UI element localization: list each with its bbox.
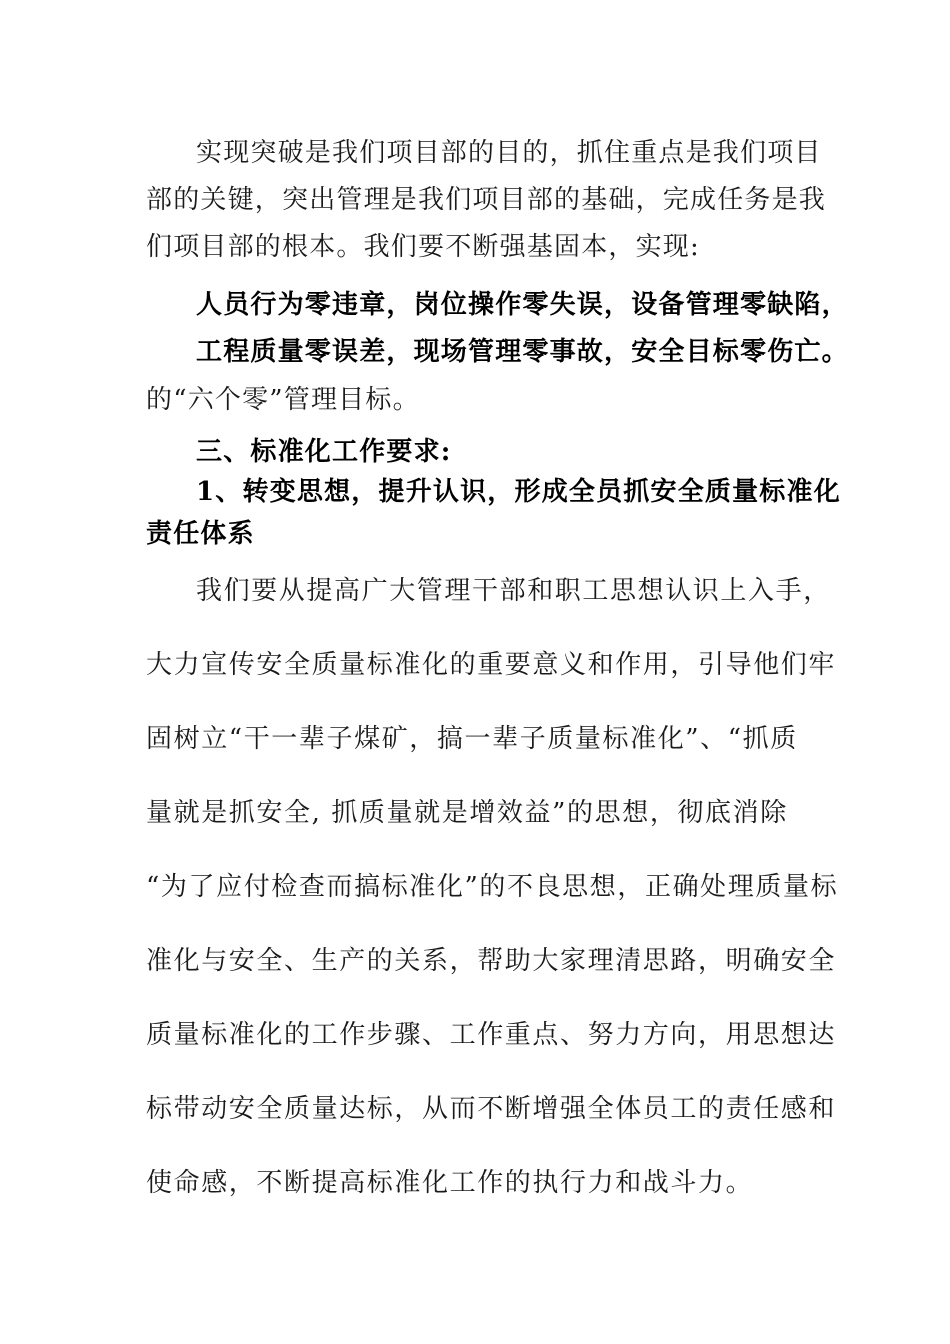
body-line-2: 大力宣传安全质量标准化的重要意义和作用，引导他们牢	[146, 650, 837, 680]
subsection-heading-line-2: 责任体系	[146, 519, 255, 549]
body-line-7: 质量标准化的工作步骤、工作重点、努力方向，用思想达	[146, 1020, 837, 1050]
body-line-4: 量就是抓安全, 抓质量就是增效益”的思想，彻底消除	[146, 798, 788, 828]
goal-summary: 的“六个零”管理目标。	[146, 385, 420, 415]
body-line-9: 使命感，不断提高标准化工作的执行力和战斗力。	[146, 1168, 754, 1198]
goals-line-1: 人员行为零违章，岗位操作零失误，设备管理零缺陷，	[196, 290, 849, 320]
body-line-6: 准化与安全、生产的关系，帮助大家理清思路，明确安全	[146, 946, 837, 976]
intro-line-1: 实现突破是我们项目部的目的，抓住重点是我们项目	[196, 138, 822, 168]
subsection-heading-line-1: 1、转变思想，提升认识，形成全员抓安全质量标准化	[196, 477, 841, 507]
body-line-3: 固树立“干一辈子煤矿，搞一辈子质量标准化”、“抓质	[146, 724, 798, 754]
intro-line-2: 部的关键，突出管理是我们项目部的基础，完成任务是我	[146, 185, 827, 215]
intro-line-3: 们项目部的根本。我们要不断强基固本，实现:	[146, 232, 700, 262]
body-line-5: “为了应付检查而搞标准化”的不良思想，正确处理质量标	[146, 872, 839, 902]
goals-line-2: 工程质量零误差，现场管理零事故，安全目标零伤亡。	[196, 337, 849, 367]
body-line-8: 标带动安全质量达标，从而不断增强全体员工的责任感和	[146, 1094, 837, 1124]
body-line-1: 我们要从提高广大管理干部和职工思想认识上入手，	[196, 576, 831, 606]
section-heading: 三、标准化工作要求:	[196, 437, 452, 467]
